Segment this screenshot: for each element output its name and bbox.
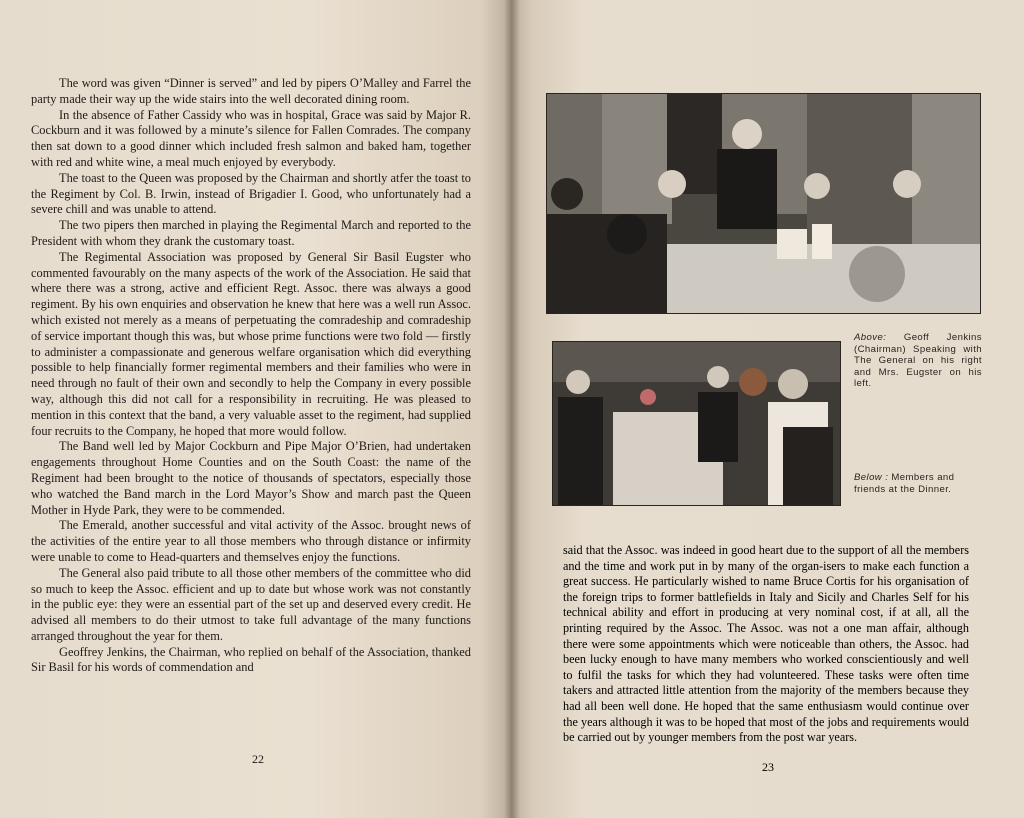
paragraph-dinner-served: The word was given “Dinner is served” and led by pipers O’Malley and Farrel the party made their way up the wide stairs into the well decorated dining room. xyxy=(31,76,471,106)
paragraph-pipers: The two pipers then marched in playing the Regimental March and reported to the President with whom they drank the customary toast. xyxy=(31,218,471,248)
caption-above xyxy=(854,332,982,390)
paragraph-band: The Band well led by Major Cockburn and Pipe Major O’Brien, had undertaken engagements throughout Home Counties and on the South Coast: the name of the Regiment had been brought to the notice of thousands of spectators, especially those who watched the Band march in the Lord Mayor’s Show and march past the Queen Mother in Hyde Park, they were to be commended. xyxy=(31,439,471,517)
caption-below-lead: Below : xyxy=(854,472,889,483)
caption-above-lead: Above: xyxy=(854,332,887,343)
paragraph-chairman-reply: Geoffrey Jenkins, the Chairman, who replied on behalf of the Association, thanked Sir Basil for his words of commendation and xyxy=(31,644,471,675)
dinner-photo-top xyxy=(546,93,981,314)
paragraph-emerald: The Emerald, another successful and vital activity of the Assoc. brought news of the activities of the entire year to all those members who through distance or infirmity were unable to come to Head-quarters and themselves enjoy the functions. xyxy=(31,518,471,564)
paragraph-continued: said that the Assoc. was indeed in good heart due to the support of all the members and the time and work put in by many of the organ-isers to make each function a great success. He particularly wished to name Bruce Cortis for his organisation of the foreign trips to former battlefields in Italy and Sicily and Charles Self for his technical ability and effort in producing at very nominal cost, if at all, all the printing required by the Assoc. The Assoc. was not a one man affair, although there were some appointments which were noticeable than others, the Assoc. had been lucky enough to have many members who worked conscientiously and well to fulfil the tasks for which they had volunteered. These tasks were often time takers and attracted little attention from the majority of the members because they had all been well done. He hoped that the same enthusiasm would continue over the years although it was to be hoped that most of the jobs and requirements would be carried out by younger members from the post war years. xyxy=(563,543,969,745)
caption-below xyxy=(854,472,982,495)
caption-below-text: Members and friends at the Dinner. xyxy=(854,472,955,495)
paragraph-general-tribute: The General also paid tribute to all those other members of the committee who did so much to keep the Assoc. efficient and up to date but whose work was not constantly in the public eye: they were an essential part of the set up and deserved every credit. He advised all members to do their utmost to take full advantage of the many functions arranged throughout the year for them. xyxy=(31,565,471,643)
page-number-right: 23 xyxy=(762,760,774,774)
page-number-left: 22 xyxy=(252,752,264,766)
caption-above-text: Geoff Jenkins (Chairman) Speaking with The General on his right and Mrs. Eugster on his left. xyxy=(854,332,982,390)
book-spine xyxy=(504,0,520,818)
paragraph-grace: In the absence of Father Cassidy who was in hospital, Grace was said by Major R. Cockburn and it was followed by a minute’s silence for Fallen Comrades. The company then sat down to a good dinner which included fresh salmon and baked ham, together with red and white wine, a meal much enjoyed by everybody. xyxy=(31,107,471,169)
right-page-body xyxy=(563,543,969,746)
dinner-photo-bottom xyxy=(552,341,841,506)
paragraph-toasts: The toast to the Queen was proposed by the Chairman and shortly atfer the toast to the Regiment by Col. B. Irwin, instead of Brigadier I. Good, who unfortunately had a severe chill and was unable to attend. xyxy=(31,170,471,217)
paragraph-regimental-association: The Regimental Association was proposed by General Sir Basil Eugster who commented favourably on the many aspects of the work of the Association. He said that where there was a strong, active and efficient Regt. Assoc. there was always a good regiment. By his own enquiries and observation he knew that here was a well run Assoc. which existed not merely as a means of perpetuating the comradeship and comradeship of service important though this was, but whose prime functions were two fold — firstly to administer a compassionate and generous welfare organisation which did everything possible to help financially former regimental members and their families who were in need through no fault of their own and secondly to help the Company in every possible way, although this did not call for a responsibility in recruiting. He was pleased to mention in this context that the band, a very valuable asset to the regiment, had supplied four recruits to the Company, he hoped that more would follow. xyxy=(31,249,471,438)
left-page-body xyxy=(31,76,471,676)
